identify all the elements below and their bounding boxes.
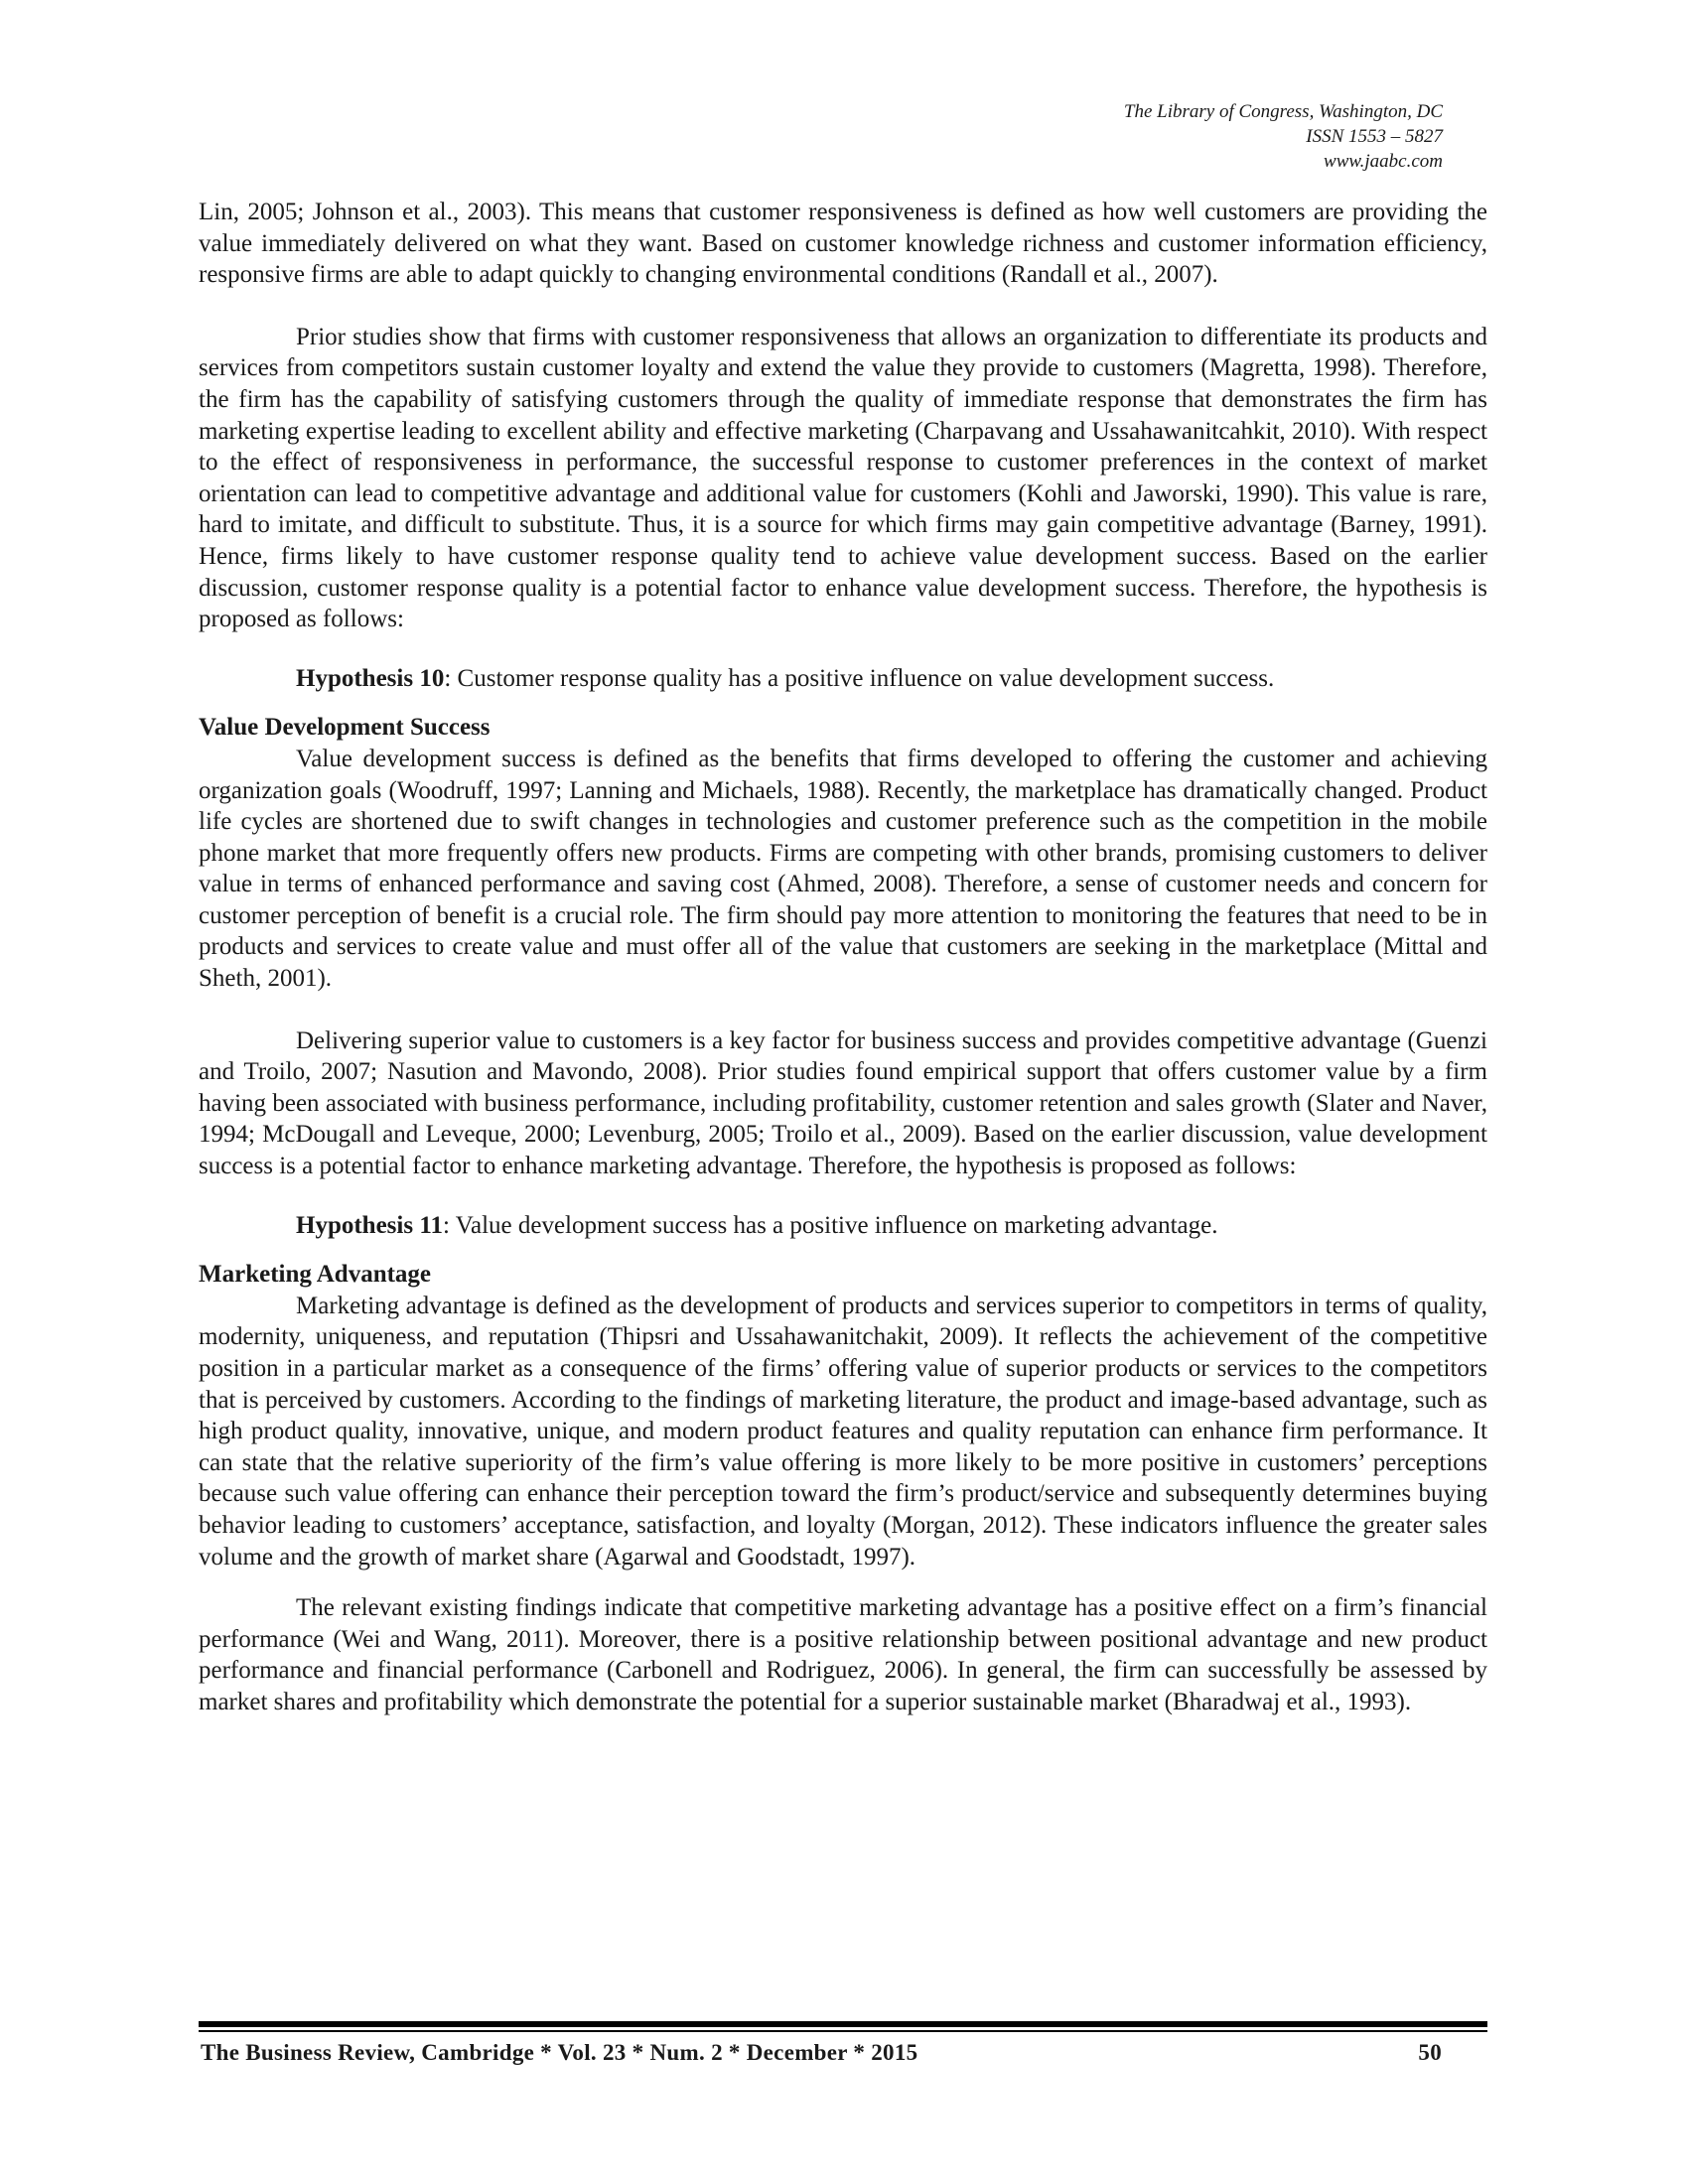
paragraph-continuation: Lin, 2005; Johnson et al., 2003). This means that customer responsiveness is defined as how well customers are providing the value immediately delivered on what they want. Based on customer knowledge richness and customer information efficiency, responsive firms are able to adapt quickly to changing environmental conditions (Randall et al., 2007). — [199, 199, 1487, 289]
page-footer — [199, 2021, 1487, 2066]
paragraph: Delivering superior value to customers is a key factor for business success and provides competitive advantage (Guenzi and Troilo, 2007; Nasution and Mavondo, 2008). Prior studies found empirical support that offers customer value by a firm having been associated with business performance, including profitability, customer retention and sales growth (Slater and Naver, 1994; McDougall and Leveque, 2000; Levenburg, 2005; Troilo et al., 2009). Based on the earlier discussion, value development success is a potential factor to enhance marketing advantage. Therefore, the hypothesis is proposed as follows: — [199, 1026, 1487, 1180]
footer-journal: The Business Review, Cambridge * Vol. 23 * Num. 2 * December * 2015 — [201, 2040, 918, 2065]
paragraph: Prior studies show that firms with customer responsiveness that allows an organization to differentiate its products and services from competitors sustain customer loyalty and extend the value they provide to customers (Magretta, 1998). Therefore, the firm has the capability of satisfying customers through the quality of immediate response that demonstrates the firm has marketing expertise leading to excellent ability and effective marketing (Charpavang and Ussahawanitcahkit, 2010). With respect to the effect of responsiveness in performance, the successful response to customer preferences in the context of market orientation can lead to competitive advantage and additional value for customers (Kohli and Jaworski, 1990). This value is rare, hard to imitate, and difficult to substitute. Thus, it is a source for which firms may gain competitive advantage (Barney, 1991). Hence, firms likely to have customer response quality tend to achieve value development success. Based on the earlier discussion, customer response quality is a potential factor to enhance value development success. Therefore, the hypothesis is proposed as follows: — [199, 323, 1487, 633]
section-heading-value-development: Value Development Success — [199, 714, 491, 742]
paragraph: Value development success is defined as the benefits that firms developed to offering the customer and achieving organization goals (Woodruff, 1997; Lanning and Michaels, 1988). Recently, the marketplace has dramatically changed. Product life cycles are shortened due to swift changes in technologies and customer preference such as the competition in the mobile phone market that more frequently offers new products. Firms are competing with other brands, promising customers to deliver value in terms of enhanced performance and saving cost (Ahmed, 2008). Therefore, a sense of customer needs and concern for customer perception of benefit is a crucial role. The firm should pay more attention to monitoring the features that need to be in products and services to create value and must offer all of the value that customers are seeking in the marketplace (Mittal and Sheth, 2001). — [199, 745, 1487, 993]
hypothesis-10 — [199, 663, 1487, 695]
header-website: www.jaabc.com — [1324, 151, 1443, 172]
section-heading-marketing-advantage: Marketing Advantage — [199, 1261, 432, 1289]
footer-rule — [199, 2021, 1487, 2027]
paragraph: Marketing advantage is defined as the development of products and services superior to competitors in terms of quality, modernity, uniqueness, and reputation (Thipsri and Ussahawanitchakit, 2009). It reflects the achievement of the competitive position in a particular market as a consequence of the firms’ offering value of superior products or services to the competitors that is perceived by customers. According to the findings of marketing literature, the product and image-based advantage, such as high product quality, innovative, unique, and modern product features and quality reputation can enhance firm performance. It can state that the relative superiority of the firm’s value offering is more likely to be more positive in customers’ perceptions because such value offering can enhance their perception toward the firm’s product/service and subsequently determines buying behavior leading to customers’ acceptance, satisfaction, and loyalty (Morgan, 2012). These indicators influence the greater sales volume and the growth of market share (Agarwal and Goodstadt, 1997). — [199, 1292, 1487, 1570]
article-body — [199, 197, 1487, 1718]
hypothesis-text: : Customer response quality has a positive influence on value development success. — [444, 664, 1275, 692]
page-number: 50 — [1418, 2040, 1442, 2065]
hypothesis-text: : Value development success has a positive influence on marketing advantage. — [442, 1211, 1218, 1239]
hypothesis-label: Hypothesis 10 — [296, 664, 445, 692]
header-issn: ISSN 1553 – 5827 — [1306, 126, 1443, 147]
header-library: The Library of Congress, Washington, DC — [1123, 101, 1443, 122]
footer-rule-thin — [199, 2030, 1487, 2032]
hypothesis-label: Hypothesis 11 — [296, 1211, 443, 1239]
running-header — [1124, 99, 1443, 174]
hypothesis-11 — [199, 1210, 1487, 1242]
paragraph: The relevant existing findings indicate that competitive marketing advantage has a positive effect on a firm’s financial performance (Wei and Wang, 2011). Moreover, there is a positive relationship between positional advantage and new product performance and financial performance (Carbonell and Rodriguez, 2006). In general, the firm can successfully be assessed by market shares and profitability which demonstrate the potential for a superior sustainable market (Bharadwaj et al., 1993). — [199, 1594, 1487, 1715]
